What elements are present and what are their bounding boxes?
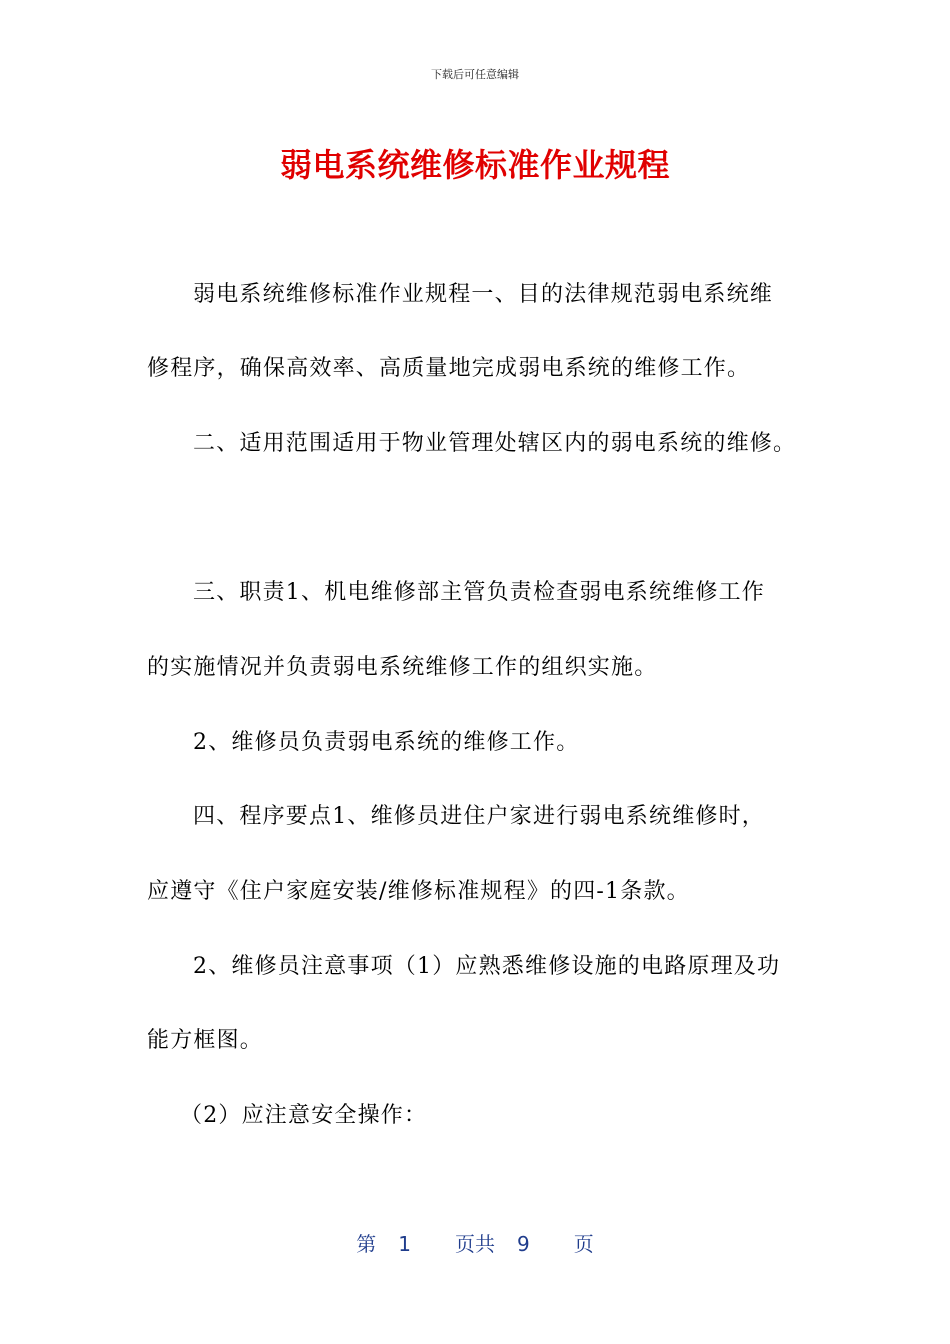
document-title: 弱电系统维修标准作业规程 [279, 146, 670, 184]
page-header-note: 下载后可任意编辑 [431, 68, 519, 81]
paragraph-line: 2、维修员注意事项（1）应熟悉维修设施的电路原理及功 [193, 954, 781, 979]
paragraph-line: （2）应注意安全操作： [180, 1103, 428, 1128]
footer-middle: 页共 [455, 1232, 495, 1256]
footer-page-number: 1 [398, 1232, 411, 1256]
footer-total-pages: 9 [517, 1232, 530, 1256]
page-footer [0, 1228, 950, 1257]
paragraph-line: 弱电系统维修标准作业规程一、目的法律规范弱电系统维 [193, 282, 774, 307]
footer-prefix: 第 [356, 1232, 377, 1256]
paragraph-line: 应遵守《住户家庭安装/维修标准规程》的四-1条款。 [147, 879, 690, 904]
paragraph-line: 三、职责1、机电维修部主管负责检查弱电系统维修工作 [193, 580, 765, 605]
paragraph-line: 二、适用范围适用于物业管理处辖区内的弱电系统的维修。 [193, 431, 797, 456]
paragraph-line: 修程序，确保高效率、高质量地完成弱电系统的维修工作。 [147, 356, 751, 381]
paragraph-line: 四、程序要点1、维修员进住户家进行弱电系统维修时， [193, 804, 765, 829]
paragraph-line: 2、维修员负责弱电系统的维修工作。 [193, 730, 580, 755]
footer-suffix: 页 [573, 1232, 594, 1256]
paragraph-line: 的实施情况并负责弱电系统维修工作的组织实施。 [147, 655, 658, 680]
paragraph-line: 能方框图。 [147, 1028, 264, 1053]
